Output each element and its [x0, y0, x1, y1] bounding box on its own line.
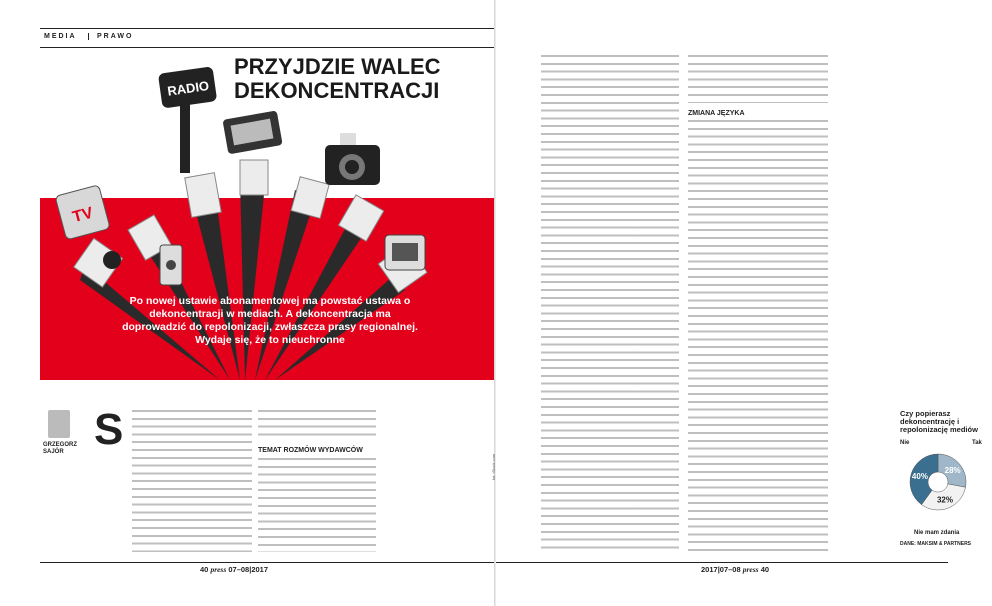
- tape-recorder-icon: [222, 110, 282, 154]
- issue-year: 2017: [701, 565, 718, 574]
- right-footer: 2017|07–08 press 40: [701, 565, 770, 574]
- poll-slice-no-label: 40%: [911, 472, 928, 482]
- author-photo: [48, 410, 70, 438]
- magazine-name: press: [210, 565, 227, 574]
- body-column-4b: [688, 120, 828, 553]
- subhead-temat-rozmow: TEMAT ROZMÓW WYDAWCÓW: [258, 447, 363, 454]
- radio-microphone: [158, 66, 217, 173]
- tv-microphone: [55, 185, 121, 269]
- subhead-zmiana-jezyka: ZMIANA JĘZYKA: [688, 110, 745, 117]
- author-name: [43, 442, 83, 456]
- poll-label-no: Nie: [900, 440, 910, 446]
- left-footer: 40 press 07–08|2017: [200, 565, 269, 574]
- section-label-prawo: PRAWO: [88, 33, 133, 40]
- voice-recorder-icon: [160, 245, 182, 285]
- body-column-2b: [258, 458, 376, 552]
- magazine-name: press: [742, 565, 759, 574]
- title-line-1: PRZYJDZIE WALEC: [234, 54, 441, 79]
- right-page: [496, 0, 992, 606]
- issue-number: 07–08: [228, 565, 250, 574]
- issue-number: 07–08: [719, 565, 741, 574]
- body-column-4a: [688, 55, 828, 103]
- handheld-recorder-icon: [385, 235, 425, 270]
- article-lead: Po nowej ustawie abonamentowej ma powstać ustawa o dekoncentracji w mediach. A dekoncentracja ma doprowadzić do repolonizacji, zwłaszcza prasy regionalnej. Wydaje się, że to nieuchronne: [122, 295, 418, 346]
- body-column-2a: [258, 410, 376, 440]
- page-number: 40: [200, 565, 209, 574]
- media-devices: [40, 75, 496, 305]
- body-column-1: [132, 410, 252, 552]
- poll-label-unsure: Nie mam zdania: [914, 530, 960, 536]
- poll-slice-yes-label: 28%: [944, 465, 961, 475]
- footer-rule: [40, 562, 496, 563]
- author-last-name: SAJÓR: [43, 449, 64, 455]
- author-first-name: GRZEGORZ: [43, 442, 77, 448]
- page-number: 40: [760, 565, 770, 574]
- drop-cap: S: [94, 405, 124, 454]
- illustration: [40, 78, 496, 380]
- radio-sign: RADIO: [166, 78, 210, 99]
- title-line-2: DEKONCENTRACJI: [234, 78, 440, 103]
- body-column-3: [541, 55, 679, 553]
- poll-title: Czy popierasz dekoncentrację i repolonizację mediów: [900, 409, 978, 434]
- camera-icon: [325, 133, 380, 185]
- poll-pie-chart: [908, 452, 968, 512]
- section-header: [40, 28, 496, 48]
- tv-sign: TV: [70, 204, 95, 227]
- footer-rule-right: [496, 562, 948, 563]
- poll-source: DANE: MAKSIM & PARTNERS: [900, 541, 972, 547]
- poll-label-yes: Tak: [972, 440, 982, 446]
- section-label-media: MEDIA: [44, 33, 77, 40]
- issue-year: 2017: [251, 565, 269, 574]
- photo-credit: fot. iStock.com: [491, 453, 496, 480]
- poll-slice-unsure-label: 32%: [936, 495, 954, 505]
